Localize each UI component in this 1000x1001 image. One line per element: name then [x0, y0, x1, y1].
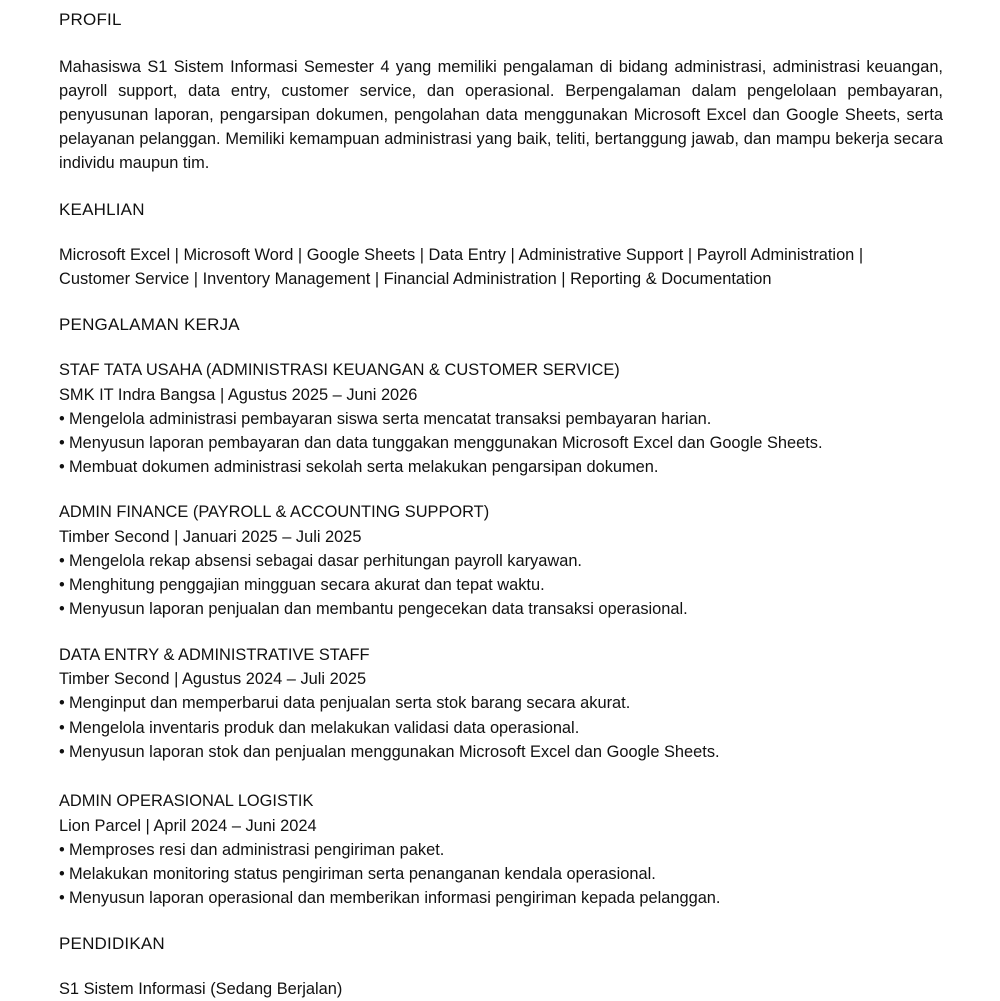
- job-bullet: [59, 573, 545, 597]
- job-bullet: [59, 431, 823, 455]
- job-title: ADMIN OPERASIONAL LOGISTIK: [59, 792, 314, 810]
- job-title: DATA ENTRY & ADMINISTRATIVE STAFF: [59, 646, 370, 664]
- bullet-text: Menginput dan memperbarui data penjualan serta stok barang secara akurat.: [69, 694, 631, 712]
- bullet-text: Menyusun laporan penjualan dan membantu pengecekan data transaksi operasional.: [69, 600, 688, 618]
- bullet-icon: •: [59, 694, 65, 712]
- bullet-text: Menyusun laporan pembayaran dan data tunggakan menggunakan Microsoft Excel dan Google Sheets.: [69, 434, 823, 452]
- job-bullet: [59, 740, 720, 764]
- skills-line-1: Microsoft Excel | Microsoft Word | Google Sheets | Data Entry | Administrative Support | Payroll Administration |: [59, 246, 864, 264]
- bullet-icon: •: [59, 600, 65, 618]
- bullet-icon: •: [59, 410, 65, 428]
- skills-heading: KEAHLIAN: [59, 200, 145, 219]
- job-bullet: [59, 716, 579, 740]
- education-heading: PENDIDIKAN: [59, 934, 165, 953]
- bullet-text: Melakukan monitoring status pengiriman serta penanganan kendala operasional.: [69, 865, 656, 883]
- job-bullet: [59, 407, 711, 431]
- experience-heading: PENGALAMAN KERJA: [59, 315, 240, 334]
- bullet-text: Mengelola rekap absensi sebagai dasar perhitungan payroll karyawan.: [69, 552, 582, 570]
- job-bullet: [59, 838, 444, 862]
- job-bullet: [59, 691, 630, 715]
- job-meta: SMK IT Indra Bangsa | Agustus 2025 – Juni 2026: [59, 386, 418, 404]
- bullet-icon: •: [59, 458, 65, 476]
- job-bullet: [59, 862, 656, 886]
- education-degree: S1 Sistem Informasi (Sedang Berjalan): [59, 980, 343, 998]
- job-meta: Timber Second | Agustus 2024 – Juli 2025: [59, 670, 367, 688]
- job-bullet: [59, 597, 688, 621]
- bullet-icon: •: [59, 865, 65, 883]
- job-title: STAF TATA USAHA (ADMINISTRASI KEUANGAN & CUSTOMER SERVICE): [59, 361, 620, 379]
- bullet-text: Menyusun laporan operasional dan memberikan informasi pengiriman kepada pelanggan.: [69, 889, 721, 907]
- skills-line-2: Customer Service | Inventory Management | Financial Administration | Reporting & Documentation: [59, 270, 772, 288]
- bullet-icon: •: [59, 576, 65, 594]
- job-bullet: [59, 886, 720, 910]
- bullet-text: Menyusun laporan stok dan penjualan menggunakan Microsoft Excel dan Google Sheets.: [69, 743, 720, 761]
- bullet-text: Memproses resi dan administrasi pengiriman paket.: [69, 841, 445, 859]
- profile-heading: PROFIL: [59, 10, 122, 29]
- job-meta: Lion Parcel | April 2024 – Juni 2024: [59, 817, 317, 835]
- bullet-icon: •: [59, 719, 65, 737]
- bullet-icon: •: [59, 889, 65, 907]
- bullet-text: Menghitung penggajian mingguan secara akurat dan tepat waktu.: [69, 576, 545, 594]
- job-bullet: [59, 549, 582, 573]
- bullet-icon: •: [59, 434, 65, 452]
- bullet-icon: •: [59, 552, 65, 570]
- job-meta: Timber Second | Januari 2025 – Juli 2025: [59, 528, 362, 546]
- job-title: ADMIN FINANCE (PAYROLL & ACCOUNTING SUPPORT): [59, 503, 490, 521]
- bullet-text: Mengelola inventaris produk dan melakukan validasi data operasional.: [69, 719, 580, 737]
- bullet-icon: •: [59, 743, 65, 761]
- bullet-text: Mengelola administrasi pembayaran siswa serta mencatat transaksi pembayaran harian.: [69, 410, 712, 428]
- job-bullet: [59, 455, 658, 479]
- profile-summary: Mahasiswa S1 Sistem Informasi Semester 4 yang memiliki pengalaman di bidang administrasi, administrasi keuangan, payroll support, data entry, customer service, dan operasional. Berpengalaman dalam pengelolaan pembayaran, penyusunan laporan, pengarsipan dokumen, pengolahan data menggunakan Microsoft Excel dan Google Sheets, serta pelayanan pelanggan. Memiliki kemampuan administrasi yang baik, teliti, bertanggung jawab, dan mampu bekerja secara individu maupun tim.: [59, 58, 943, 172]
- bullet-text: Membuat dokumen administrasi sekolah serta melakukan pengarsipan dokumen.: [69, 458, 659, 476]
- bullet-icon: •: [59, 841, 65, 859]
